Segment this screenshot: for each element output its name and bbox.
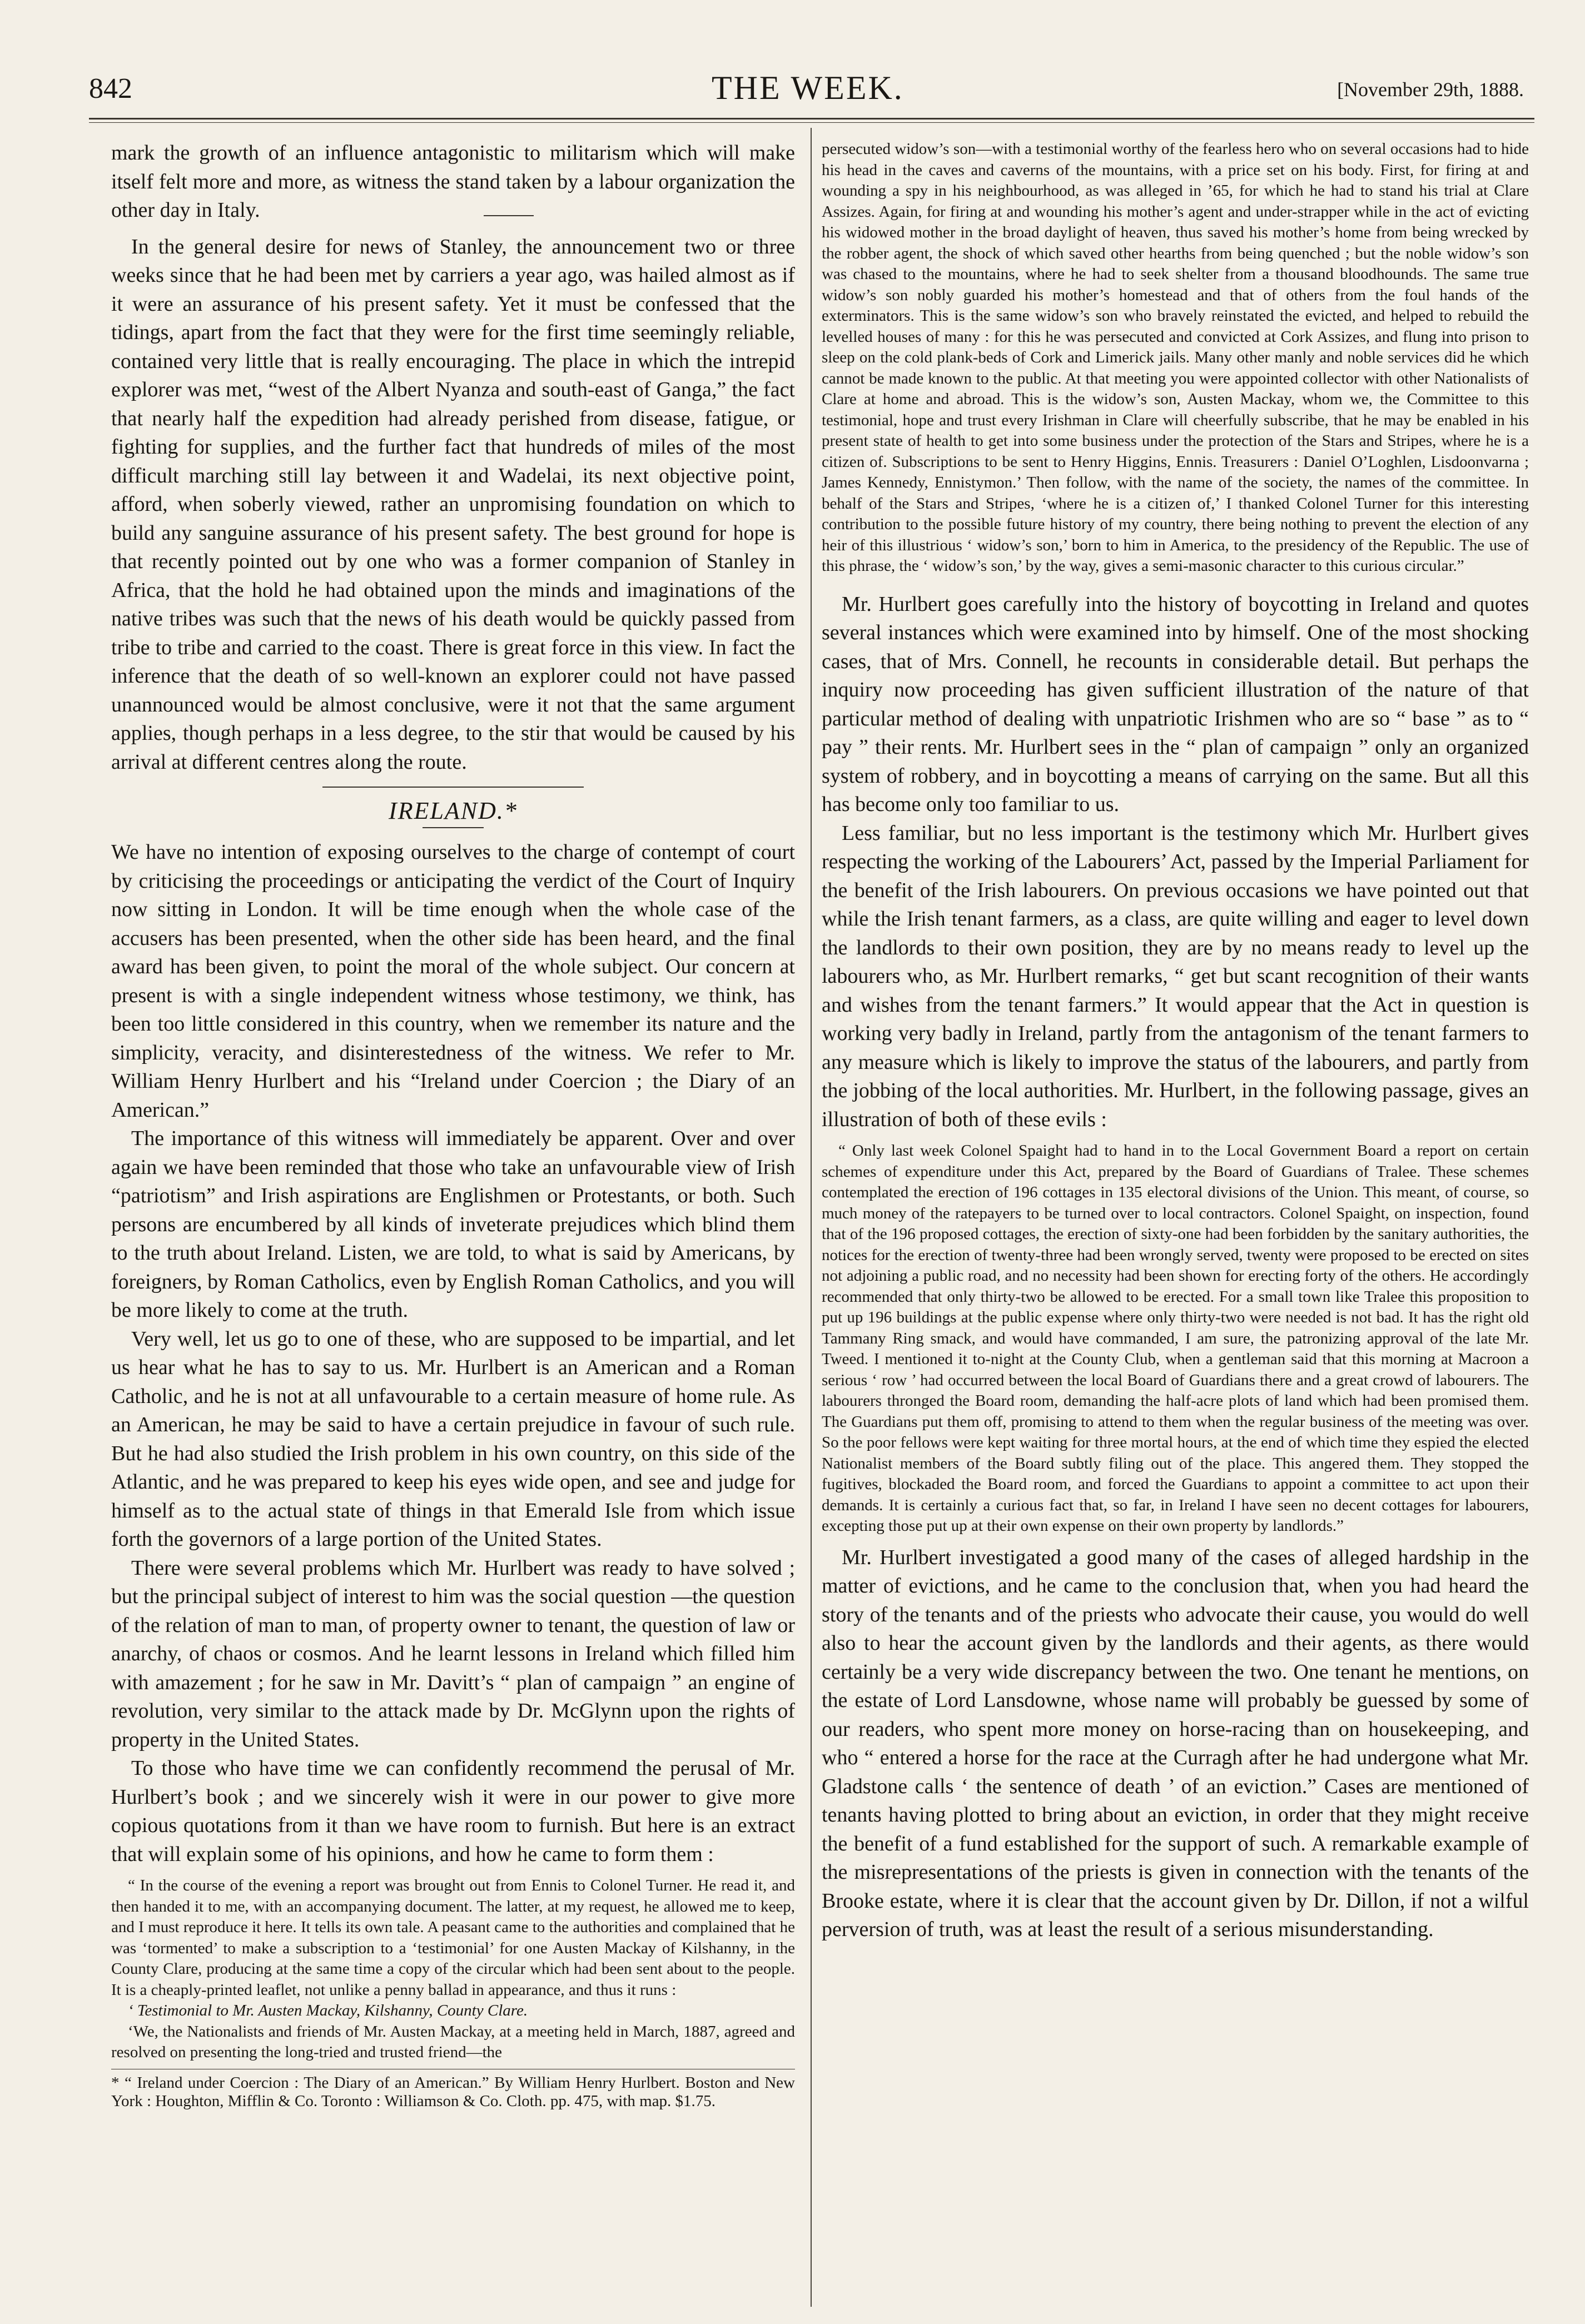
column-divider (811, 128, 812, 2307)
separator-rule (484, 215, 534, 226)
issue-date: [November 29th, 1888. (1337, 78, 1524, 101)
section-rule (322, 787, 584, 788)
paragraph-evictions: Mr. Hurlbert investigated a good many of the cases of alleged hardship in the matter of evictions, and he came to the conclusion that, when you had heard the story of the tenants and of the priests who advocate their cause, you would do well also to hear the account given by the landlords and their agents, as there would certainly be a very wide discrepancy between the two. One tenant he mentions, on the estate of Lord Lansdowne, whose name will probably be guessed by some of our readers, who spent more money on horse-racing than on housekeeping, and who “ entered a horse for the race at the Curragh after he had undergone what Mr. Gladstone calls ‘ the sentence of death ’ of an eviction.” Cases are mentioned of tenants having plotted to bring about an eviction, in order that they might receive the benefit of a fund established for the support of such. A remarkable example of the misrepresentations of the priests is given in connection with the tenants of the Brooke estate, where it is clear that the account given by Dr. Dillon, if not a wilful perversion of truth, was at least the result of a serious misunderstanding. (822, 1545, 1529, 1941)
title-underline (423, 827, 484, 828)
page-number: 842 (89, 73, 132, 104)
footnote: * “ Ireland under Coercion : The Diary of an American.” By William Henry Hurlbert. Boston and New York : Houghton, Mifflin & Co. Toronto : Williamson & Co. Cloth. pp. 475, with map. $1.75. (111, 2073, 795, 2110)
right-column (822, 139, 1529, 1944)
section-title-ireland: IRELAND.* (389, 797, 518, 824)
header-rule-thin (89, 122, 1534, 123)
quote-widows-son: persecuted widow’s son—with a testimonial worthy of the fearless hero who on several occasions had to hide his head in the caves and caverns of the mountains, with a price set on his body. First, for firing at and wounding a spy in his neighbourhood, as was alleged in ’65, for which he had to stand his trial at Clare Assizes. Again, for firing at and wounding his mother’s agent and under-strapper while in the act of evicting his widowed mother in the broad daylight of heaven, thus saved his mother’s home from being wrecked by the robber agent, the shock of which saved other hearths from being quenched ; but the noble widow’s son was chased to the mountains, where he had to seek shelter from a thousand bloodhounds. The same true widow’s son nobly guarded his mother’s homestead and that of others from the foul hands of the exterminators. This is the same widow’s son who bravely reinstated the evicted, and helped to rebuild the levelled houses of many : for this he was persecuted and convicted at Cork Assizes, and flung into prison to sleep on the cold plank-beds of Cork and Limerick jails. Many other manly and noble services did he which cannot be made known to the public. At that meeting you were appointed collector with other Nationalists of Clare at home and abroad. This is the widow’s son, Austen Mackay, whom we, the Committee to this testimonial, hope and trust every Irishman in Clare will cheerfully subscribe, that he may be enabled in his present state of health to get into some business under the protection of the Stars and Stripes, where he is a citizen of. Subscriptions to be sent to Henry Higgins, Ennis. Treasurers : Daniel O’Loghlen, Lisdoonvarna ; James Kennedy, Ennistymon.’ Then follow, with the name of the society, the names of the committee. In behalf of the Stars and Stripes, ‘where he is a citizen of,’ I thanked Colonel Turner for this interesting contribution to the possible future history of my country, there being nothing to prevent the election of any heir of this illustrious ‘ widow’s son,’ born to him in America, to the presidency of the Republic. The use of this phrase, the ‘ widow’s son,’ by the way, gives a semi-masonic character to this curious circular.” (822, 140, 1529, 575)
left-column (111, 139, 795, 2111)
paragraph-impartial: Very well, let us go to one of these, who are supposed to be impartial, and let us hear what he has to say to us. Mr. Hurlbert is an American and a Roman Catholic, and he is not at all unfavourable to a certain measure of home rule. As an American, he may be said to have a certain prejudice in favour of such rule. But he had also studied the Irish problem in his own country, on this side of the Atlantic, and he was prepared to keep his eyes wide open, and see and judge for himself as to the actual state of things in that Emerald Isle from which issue forth the governors of a large portion of the United States. (111, 1327, 795, 1551)
paragraph-ireland-intro: We have no intention of exposing ourselves to the charge of contempt of court by criticising the proceedings or anticipating the verdict of the Court of Inquiry now sitting in London. It will be time enough when the whole case of the accusers has been presented, when the other side has been heard, and the final award has been given, to point the moral of the whole subject. Our concern at present is with a single independent witness whose testimony, we think, has been too little considered in this country, when we remember its nature and the simplicity, veracity, and disinterestedness of the witness. We refer to Mr. William Henry Hurlbert and his “Ireland under Coercion ; the Diary of an American.” (111, 840, 795, 1122)
paragraph-stanley: In the general desire for news of Stanley, the announcement two or three weeks since that he had been met by carriers a year ago, was hailed almost as if it were an assurance of his present safety. Yet it must be confessed that the tidings, apart from the fact that they were for the first time seemingly reliable, contained very little that is really encouraging. The place in which the intrepid explorer was met, “west of the Albert Nyanza and south-east of Ganga,” the fact that nearly half the expedition had already perished from disease, fatigue, or fighting for supplies, and the further fact that hundreds of miles of the most difficult marching still lay between it and Wadelai, its next objective point, afford, when soberly viewed, rather an unpromising foundation on which to build any sanguine assurance of his present safety. The best ground for hope is that recently pointed out by one who was a former companion of Stanley in Africa, that the hold he had obtained upon the minds and imaginations of the native tribes was such that the news of his death would be quickly passed from tribe to tribe and carried to the coast. There is great force in this view. In fact the inference that the death of so well-known an explorer could not have passed unannounced would be almost conclusive, were it not that the same argument applies, though perhaps in a less degree, to the stir that would be caused by his arrival at different centres along the route. (111, 235, 795, 774)
paragraph-recommend: To those who have time we can confidently recommend the perusal of Mr. Hurlbert’s book ; and we sincerely wish it were in our power to give more copious quotations from it than we have room to furnish. But here is an extract that will explain some of his opinions, and how he came to form them : (111, 1756, 795, 1866)
paragraph-militarism: mark the growth of an influence antagonistic to militarism which will make itself felt more and more, as witness the stand taken by a labour organization the other day in Italy. (111, 141, 795, 222)
masthead-title: THE WEEK. (712, 69, 904, 106)
quote-nationalists: ‘We, the Nationalists and friends of Mr. Austen Mackay, at a meeting held in March, 1887, agreed and resolved on presenting the long-tried and trusted friend—the (111, 2022, 795, 2061)
header-rule (89, 118, 1534, 120)
quote-testimonial-heading: ‘ Testimonial to Mr. Austen Mackay, Kilshanny, County Clare. (128, 2002, 528, 2019)
paragraph-problems: There were several problems which Mr. Hurlbert was ready to have solved ; but the principal subject of interest to him was the social question —the question of the relation of man to man, of property owner to tenant, the question of law or anarchy, of chaos or cosmos. And he learnt lessons in Ireland which filled him with amazement ; for he saw in Mr. Davitt’s “ plan of campaign ” an engine of revolution, very similar to the attack made by Dr. McGlynn upon the rights of property in the United States. (111, 1556, 795, 1751)
quote-tralee: “ Only last week Colonel Spaight had to hand in to the Local Government Board a report on certain schemes of expenditure under this Act, prepared by the Board of Guardians of Tralee. These schemes contemplated the erection of 196 cottages in 135 electoral divisions of the Union. This meant, of course, so much money of the ratepayers to be turned over to local contractors. Colonel Spaight, on inspection, found that of the 196 proposed cottages, the erection of sixty-one had been forbidden by the sanitary authorities, the notices for the erection of twenty-three had been wrongly served, twenty were proposed to be erected on sites not adjoining a public road, and no necessity had been shown for erecting forty of the others. He accordingly recommended that only thirty-two be allowed to be erected. For a small town like Tralee this proposition to put up 196 buildings at the public expense where only thirty-two were needed is not bad. It has the right old Tammany Ring smack, and would have commanded, I am sure, the patronizing approval of the late Mr. Tweed. I mentioned it to-night at the County Club, when a gentleman said that this morning at Macroon a serious ‘ row ’ had occurred between the local Board of Guardians there and a great crowd of labourers. The labourers thronged the Board room, demanding the half-acre plots of land which had been promised them. The Guardians put them off, promising to attend to them when the regular business of the meeting was over. So the poor fellows were kept waiting for three mortal hours, at the end of which time they espied the elected Nationalist members of the Board subtly filing out of the place. This angered them. They stopped the fugitives, blockaded the Board room, and forced the Guardians to appoint a committee to act upon their demands. It is certainly a curious fact that, so far, in Ireland I have seen no decent cottages for labourers, excepting those put up at their own expense on their own property by landlords.” (822, 1142, 1529, 1535)
paragraph-labourers-act: Less familiar, but no less important is the testimony which Mr. Hurlbert gives respecting the working of the Labourers’ Act, passed by the Imperial Parliament for the benefit of the Irish labourers. On previous occasions we have pointed out that while the Irish tenant farmers, as a class, are quite willing and eager to level down the landlords to their own position, they are by no means ready to level up the labourers who, as Mr. Hurlbert remarks, “ get but scant recognition of their wants and wishes from the tenant farmers.” It would appear that the Act in question is working very badly in Ireland, partly from the antagonism of the tenant farmers to any measure which is likely to improve the status of the labourers, and partly from the jobbing of the local authorities. Mr. Hurlbert, in the following passage, gives an illustration of both of these evils : (822, 821, 1529, 1131)
paragraph-witness: The importance of this witness will immediately be apparent. Over and over again we have been reminded that those who take an unfavourable view of Irish “patriotism” and Irish aspirations are Englishmen or Protestants, or both. Such persons are encumbered by all kinds of inveterate prejudices which blind them to the truth about Ireland. Listen, we are told, to what is said by Americans, by foreigners, by Roman Catholics, even by English Roman Catholics, and you will be more likely to come at the truth. (111, 1127, 795, 1322)
quote-report: “ In the course of the evening a report was brought out from Ennis to Colonel Turner. He read it, and then handed it to me, with an accompanying document. The latter, at my request, he allowed me to keep, and I must reproduce it here. It tells its own tale. A peasant came to the authorities and complained that he was ‘tormented’ to make a subscription to a ‘testimonial’ for one Austen Mackay of Kilshanny, in the County Clare, producing at the same time a copy of the circular which had been sent about to the people. It is a cheaply-printed leaflet, not unlike a penny ballad in appearance, and thus it runs : (111, 1877, 795, 1999)
paragraph-boycotting: Mr. Hurlbert goes carefully into the history of boycotting in Ireland and quotes several instances which were examined into by himself. One of the most shocking cases, that of Mrs. Connell, he recounts in considerable detail. But perhaps the inquiry now proceeding has given sufficient illustration of the nature of that particular method of dealing with unpatriotic Irishmen who are so “ base ” as to “ pay ” their rents. Mr. Hurlbert sees in the “ plan of campaign ” only an organized system of robbery, and in boycotting a means of carrying on the same. But all this has become only too familiar to us. (822, 592, 1529, 816)
